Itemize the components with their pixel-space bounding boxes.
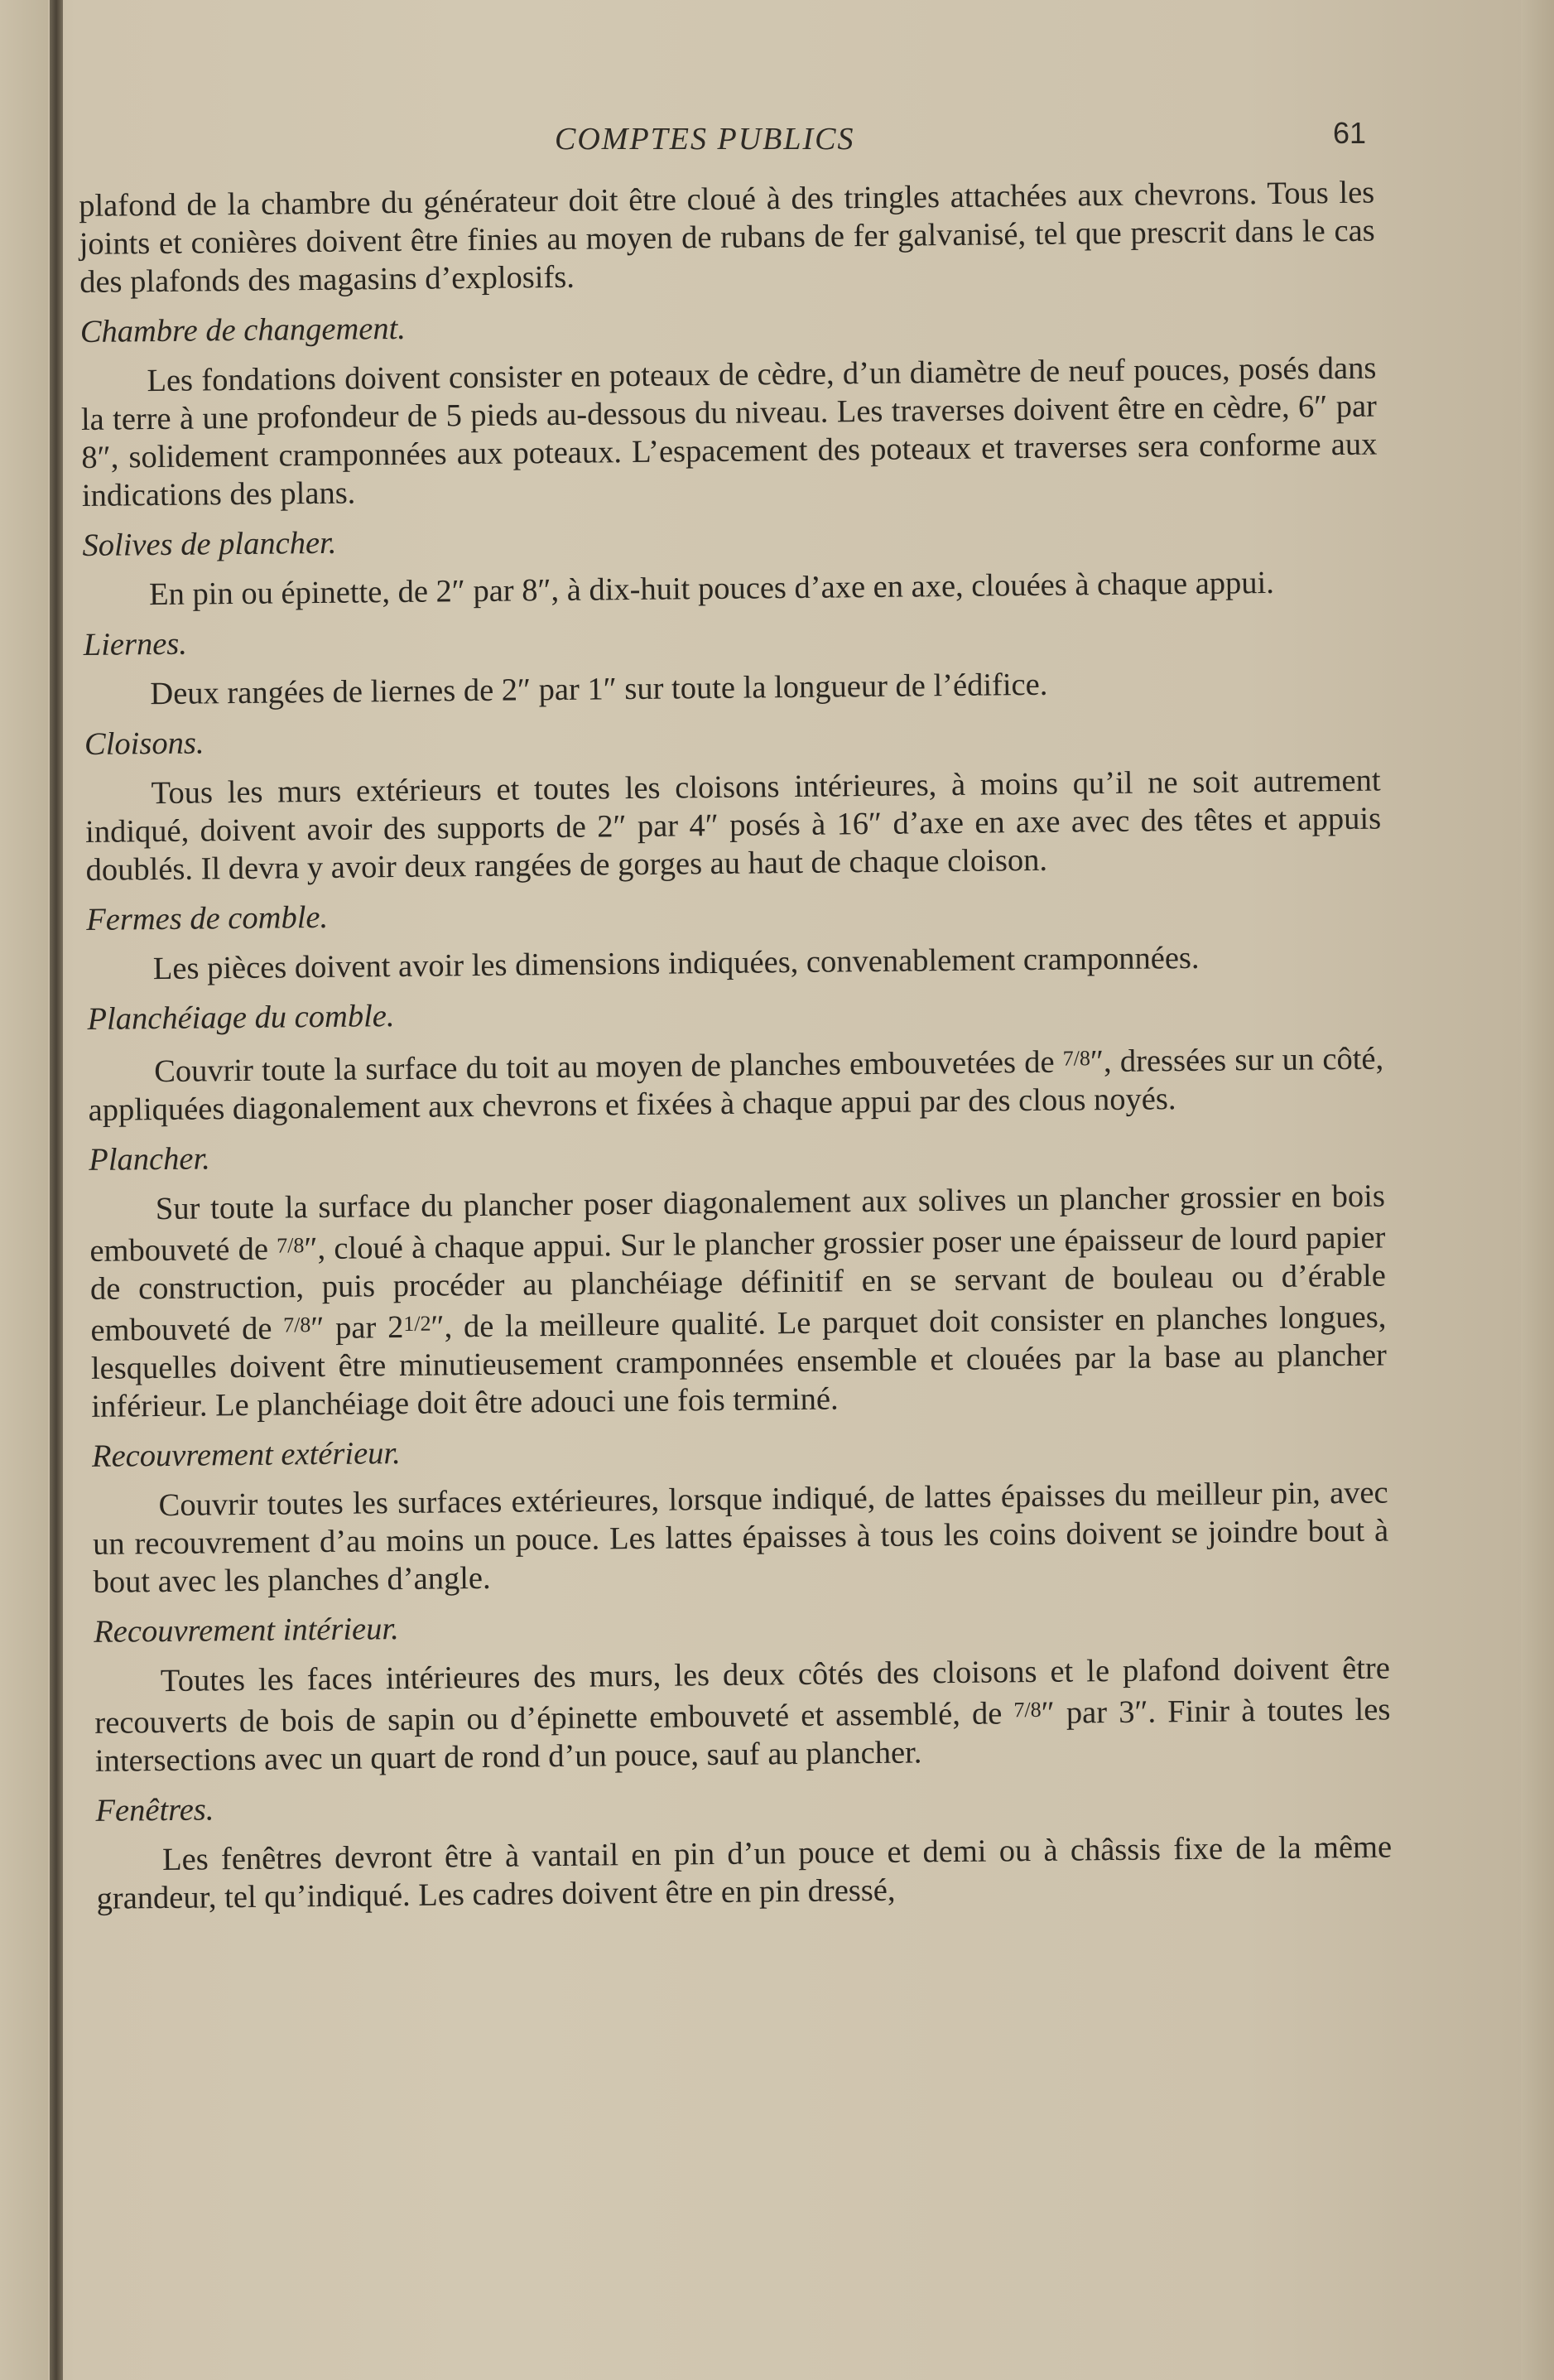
paragraph-continued: plafond de la chambre du générateur doit être cloué à des tringles attachées aux chevrons. Tous les joints et conières doivent être finies au moyen de rubans de fer galvanisé, tel que prescrit dans le cas des plafonds des magasins d’explosifs. bbox=[79, 175, 1375, 300]
paragraph-chambre: Les fondations doivent consister en poteaux de cèdre, d’un diamètre de neuf pouces, posés dans la terre à une profondeur de 5 pieds au-dessous du niveau. Les traverses doivent être en cèdre, 6″ par 8″, solidement cramponnées aux poteaux. L’espacement des poteaux et traverses sera conforme aux indications des plans. bbox=[80, 350, 1378, 513]
section-heading-recouvrement-interieur: Recouvrement intérieur. bbox=[94, 1612, 399, 1650]
paragraph-recouvrement-interieur bbox=[94, 1650, 1391, 1780]
fraction: 7/8 bbox=[1013, 1697, 1042, 1722]
paragraph-fermes: Les pièces doivent avoir les dimensions indiquées, convenablement cramponnées. bbox=[152, 940, 1200, 987]
book-binding-shadow bbox=[50, 0, 63, 2380]
text-run: Couvrir toute la surface du toit au moyen de planches embouvetées de bbox=[153, 1044, 1063, 1090]
text-run: Sur toute la surface du plancher poser diagonalement aux solives un plancher grossier en bois embouveté de bbox=[89, 1178, 1386, 1269]
section-heading-solives: Solives de plancher. bbox=[82, 525, 337, 563]
section-heading-fermes: Fermes de comble. bbox=[86, 899, 329, 937]
fraction: 1/2 bbox=[403, 1311, 431, 1336]
paragraph-planchéiage bbox=[88, 1037, 1384, 1130]
paragraph-plancher bbox=[89, 1178, 1388, 1426]
section-heading-fenetres: Fenêtres. bbox=[95, 1792, 214, 1828]
page-body bbox=[79, 174, 1393, 1930]
page-edge-right bbox=[1521, 0, 1554, 2380]
fraction: 7/8 bbox=[277, 1233, 305, 1258]
fraction: 7/8 bbox=[1062, 1046, 1091, 1071]
section-heading-recouvrement-exterieur: Recouvrement extérieur. bbox=[91, 1436, 401, 1474]
running-head: COMPTES PUBLICS bbox=[555, 122, 855, 157]
section-heading-cloisons: Cloisons. bbox=[84, 725, 204, 762]
paragraph-fenetres: Les fenêtres devront être à vantail en pin d’un pouce et demi ou à châssis fixe de la même grandeur, tel qu’indiqué. Les cadres doivent être en pin dressé, bbox=[96, 1829, 1393, 1916]
section-heading-chambre: Chambre de changement. bbox=[79, 311, 407, 349]
facing-page-edge bbox=[0, 0, 48, 2380]
text-run: ″, de la meilleure qualité. Le parquet doit consister en planches longues, lesquelles doivent être minutieusement cramponnées ensemble et clouées par la base au plancher inférieur. Le planchéiage doit être adouci une fois terminé. bbox=[90, 1299, 1388, 1424]
text-run: ″ par 3″. Finir à toutes les intersections avec un quart de rond d’un pouce, sauf au plancher. bbox=[94, 1692, 1391, 1779]
fraction: 7/8 bbox=[282, 1313, 311, 1337]
text-run: Toutes les faces intérieures des murs, les deux côtés des cloisons et le plafond doivent être recouverts de bois de sapin ou d’épinette embouveté et assemblé, de bbox=[94, 1650, 1391, 1741]
paragraph-recouvrement-exterieur: Couvrir toutes les surfaces extérieures, lorsque indiqué, de lattes épaisses du meilleur pin, avec un recouvrement d’au moins un pouce. Les lattes épaisses à tous les coins doivent se joindre bout à bout avec les planches d’angle. bbox=[92, 1475, 1389, 1600]
paragraph-liernes: Deux rangées de liernes de 2″ par 1″ sur toute la longueur de l’édifice. bbox=[150, 667, 1048, 712]
page-number: 61 bbox=[1333, 116, 1367, 150]
text-run: ″, dressées sur un côté, appliquées diagonalement aux chevrons et fixées à chaque appui par des clous noyés. bbox=[88, 1041, 1384, 1128]
page-header bbox=[75, 116, 1399, 166]
section-heading-liernes: Liernes. bbox=[83, 626, 188, 662]
paragraph-solives: En pin ou épinette, de 2″ par 8″, à dix-huit pouces d’axe en axe, clouées à chaque appui. bbox=[148, 565, 1275, 613]
section-heading-planchéiage: Planchéiage du comble. bbox=[87, 999, 395, 1037]
paragraph-cloisons: Tous les murs extérieurs et toutes les cloisons intérieures, à moins qu’il ne soit autrement indiqué, doivent avoir des supports de 2″ par 4″ posés à 16″ d’axe en axe avec des têtes et appuis doublés. Il devra y avoir deux rangées de gorges au haut de chaque cloison. bbox=[84, 763, 1382, 888]
text-run: ″ par 2 bbox=[310, 1309, 404, 1347]
text-run: ″, cloué à chaque appui. Sur le plancher grossier poser une épaisseur de lourd papier de construction, puis procéder au planchéiage définitif en se servant de bouleau ou d’érable embouveté de bbox=[89, 1220, 1387, 1348]
section-heading-plancher: Plancher. bbox=[89, 1141, 211, 1178]
